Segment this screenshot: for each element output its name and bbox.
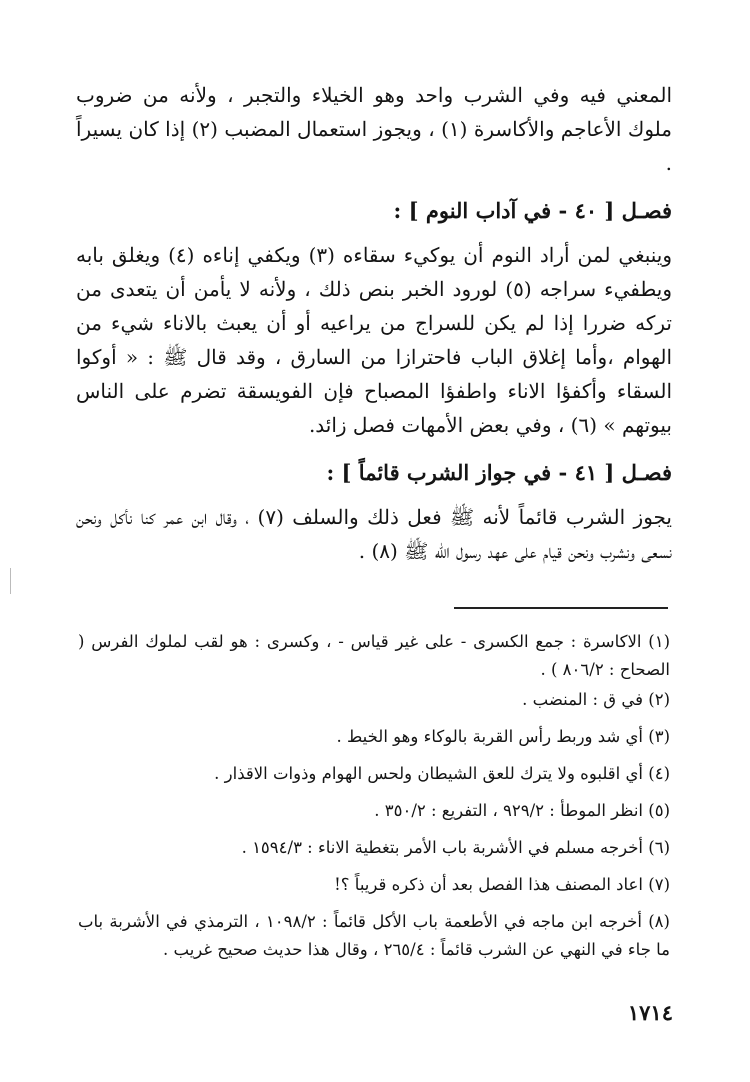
footnote-5: (٥) انظر الموطأ : ٩٢٩/٢ ، التفريع : ٣٥٠/٢ . [374,801,670,820]
paragraph-sleep-etiquette: وينبغي لمن أراد النوم أن يوكيء سقاءه (٣) ويكفي إناءه (٤) ويغلق بابه ويطفيء سراجه (٥) لورود الخبر بنص ذلك ، ولأنه لا يأمن أن يتعدى من تركه ضررا إذا لم يكن للسراج من يراعيه أو أن يعبث بالاناء شيء من الهوام ،وأما إغلاق الباب فاحترازا من السارق ، وقد قال ﷺ : « أوكوا السقاء وأكفؤا الاناء واطفؤا المصباح فإن الفويسقة تضرم على الناس بيوتهم » (٦) ، وفي بعض الأمهات فصل زائد. [76,243,673,437]
section-heading-41 [76,456,672,490]
page-number: ١٧١٤ [627,1000,673,1025]
footnote-7: (٧) اعاد المصنف هذا الفصل بعد أن ذكره قريباً ؟! [334,875,670,894]
section-heading-41-text: فصـل [ ٤١ - في جواز الشرب قائماً ] : [326,460,672,485]
footnote-divider [454,607,668,609]
scan-edge-mark [10,568,11,594]
footnote-2: (٢) في ق : المنضب . [522,690,670,709]
section-heading-40-text: فصـل [ ٤٠ - في آداب النوم ] : [393,198,672,223]
paragraph-drinking-standing: يجوز الشرب قائماً لأنه ﷺ فعل ذلك والسلف (٧) ، وقال ابن عمر كنا نأكل ونحن نسعى ونشرب ونحن قيام على عهد رسول الله ﷺ (٨) . [76,505,672,563]
section-heading-40 [76,194,672,228]
footnote-3: (٣) أي شد وربط رأس القربة بالوكاء وهو الخيط . [336,727,670,746]
footnote-4: (٤) أي اقلبوه ولا يترك للعق الشيطان ولحس الهوام وذوات الاقذار . [214,764,670,783]
footnotes [78,628,670,973]
footnote-1: (١) الاكاسرة : جمع الكسرى - على غير قياس - ، وكسرى : هو لقب لملوك الفرس ( الصحاح : ٨٠٦/٢ ) . [78,632,670,679]
footnote-6: (٦) أخرجه مسلم في الأشربة باب الأمر بتغطية الاناء : ١٥٩٤/٣ . [241,838,670,857]
paragraph-wine-vessels: المعني فيه وفي الشرب واحد وهو الخيلاء والتجبر ، ولأنه من ضروب ملوك الأعاجم والأكاسرة (١) ، ويجوز استعمال المضبب (٢) إذا كان يسيراً . [76,83,673,175]
footnote-8: (٨) أخرجه ابن ماجه في الأطعمة باب الأكل قائماً : ١٠٩٨/٢ ، الترمذي في الأشربة باب ما جاء في النهي عن الشرب قائماً : ٢٦٥/٤ ، وقال هذا حديث صحيح غريب . [78,912,670,959]
main-text [76,78,672,568]
